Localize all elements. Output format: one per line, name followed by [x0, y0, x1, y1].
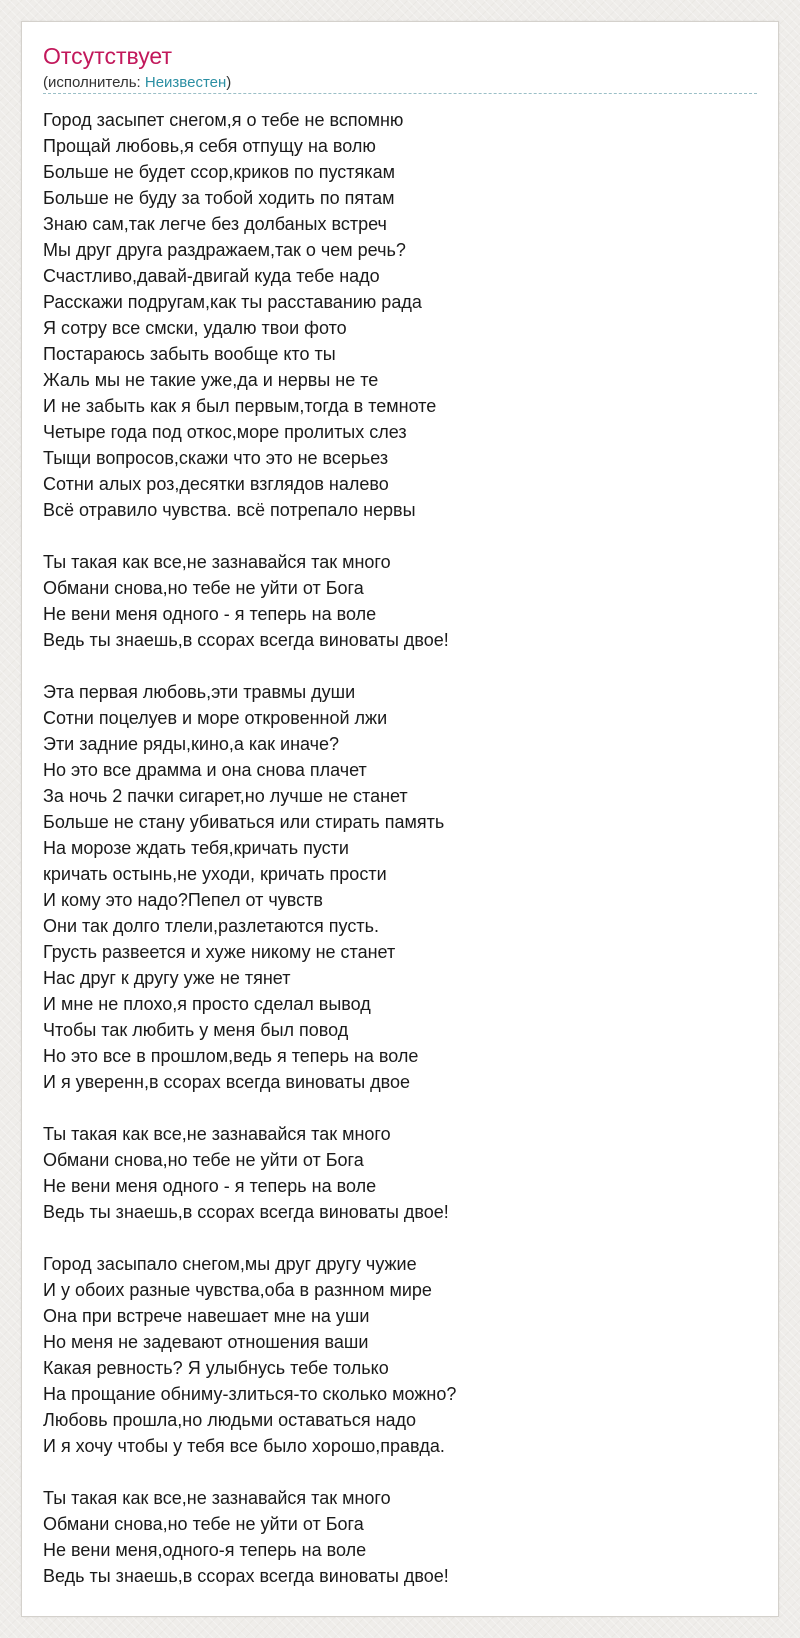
lyric-line: За ночь 2 пачки сигарет,но лучше не станет — [43, 786, 408, 806]
lyric-line: Ведь ты знаешь,в ссорах всегда виноваты двое! — [43, 1566, 449, 1586]
lyric-line: Какая ревность? Я улыбнусь тебе только — [43, 1358, 389, 1378]
lyric-line: Не вени меня одного - я теперь на воле — [43, 1176, 377, 1196]
lyric-line: Сотни алых роз,десятки взглядов налево — [43, 474, 389, 494]
lyric-line: Мы друг друга раздражаем,так о чем речь? — [43, 240, 406, 260]
lyrics-stanza — [43, 1251, 757, 1459]
lyric-line: Знаю сам,так легче без долбаных встреч — [43, 214, 387, 234]
lyric-line: И я хочу чтобы у тебя все было хорошо,правда. — [43, 1436, 445, 1456]
lyric-line: И кому это надо?Пепел от чувств — [43, 890, 323, 910]
lyric-line: На прощание обниму-злиться-то сколько можно? — [43, 1384, 457, 1404]
lyric-line: Ведь ты знаешь,в ссорах всегда виноваты двое! — [43, 630, 449, 650]
lyric-line: Четыре года под откос,море пролитых слез — [43, 422, 407, 442]
lyric-line: Обмани снова,но тебе не уйти от Бога — [43, 578, 364, 598]
lyrics-stanza — [43, 679, 757, 1095]
lyric-line: Не вени меня одного - я теперь на воле — [43, 604, 377, 624]
song-title: Отсутствует — [43, 43, 172, 69]
lyric-line: И не забыть как я был первым,тогда в темноте — [43, 396, 437, 416]
lyric-line: Ты такая как все,не зазнавайся так много — [43, 1124, 391, 1144]
artist-link[interactable]: Неизвестен — [144, 74, 227, 91]
lyrics-stanza — [43, 107, 757, 523]
lyric-line: Жаль мы не такие уже,да и нервы не те — [43, 370, 379, 390]
lyric-line: И я уверенн,в ссорах всегда виноваты двое — [43, 1072, 411, 1092]
lyric-line: Всё отравило чувства. всё потрепало нервы — [43, 500, 416, 520]
lyric-line: На морозе ждать тебя,кричать пусти — [43, 838, 349, 858]
lyric-line: Обмани снова,но тебе не уйти от Бога — [43, 1514, 364, 1534]
lyric-line: И мне не плохо,я просто сделал вывод — [43, 994, 371, 1014]
lyric-line: Сотни поцелуев и море откровенной лжи — [43, 708, 388, 728]
lyric-line: Эти задние ряды,кино,а как иначе? — [43, 734, 340, 754]
lyrics-stanza — [43, 1121, 757, 1225]
lyrics-stanza — [43, 1485, 757, 1589]
lyric-line: Счастливо,давай-двигай куда тебе надо — [43, 266, 380, 286]
lyric-line: Любовь прошла,но людьми оставаться надо — [43, 1410, 417, 1430]
lyrics-body — [43, 107, 757, 1589]
lyric-line: Чтобы так любить у меня был повод — [43, 1020, 349, 1040]
lyric-line: Город засыпет снегом,я о тебе не вспомню — [43, 110, 404, 130]
lyric-line: Ты такая как все,не зазнавайся так много — [43, 552, 391, 572]
lyric-line: Но это все драмма и она снова плачет — [43, 760, 367, 780]
lyric-line: Прощай любовь,я себя отпущу на волю — [43, 136, 376, 156]
lyric-line: Она при встрече навешает мне на уши — [43, 1306, 370, 1326]
lyric-line: Эта первая любовь,эти травмы души — [43, 682, 356, 702]
lyric-line: Больше не стану убиваться или стирать память — [43, 812, 445, 832]
lyric-line: Но это все в прошлом,ведь я теперь на воле — [43, 1046, 419, 1066]
lyric-line: Грусть развеется и хуже никому не станет — [43, 942, 396, 962]
lyric-line: Нас друг к другу уже не тянет — [43, 968, 291, 988]
lyric-line: Но меня не задевают отношения ваши — [43, 1332, 369, 1352]
lyric-line: Тыщи вопросов,скажи что это не всерьез — [43, 448, 389, 468]
lyric-line: И у обоих разные чувства,оба в разнном мире — [43, 1280, 432, 1300]
lyric-line: Ты такая как все,не зазнавайся так много — [43, 1488, 391, 1508]
lyric-line: Не вени меня,одного-я теперь на воле — [43, 1540, 367, 1560]
artist-line — [43, 73, 757, 92]
lyric-line: Ведь ты знаешь,в ссорах всегда виноваты двое! — [43, 1202, 449, 1222]
lyric-line: Постараюсь забыть вообще кто ты — [43, 344, 336, 364]
artist-prefix: (исполнитель: — [43, 74, 145, 91]
artist-suffix: ) — [226, 74, 232, 91]
lyric-line: Город засыпало снегом,мы друг другу чужие — [43, 1254, 417, 1274]
lyric-line: кричать остынь,не уходи, кричать прости — [43, 864, 387, 884]
lyric-line: Больше не буду за тобой ходить по пятам — [43, 188, 395, 208]
title-divider — [43, 93, 757, 94]
lyric-line: Они так долго тлели,разлетаются пусть. — [43, 916, 379, 936]
lyric-line: Обмани снова,но тебе не уйти от Бога — [43, 1150, 364, 1170]
lyrics-stanza — [43, 549, 757, 653]
lyric-line: Больше не будет ссор,криков по пустякам — [43, 162, 395, 182]
lyric-line: Расскажи подругам,как ты расставанию рада — [43, 292, 422, 312]
lyrics-card — [21, 21, 779, 1617]
lyric-line: Я сотру все смски, удалю твои фото — [43, 318, 347, 338]
